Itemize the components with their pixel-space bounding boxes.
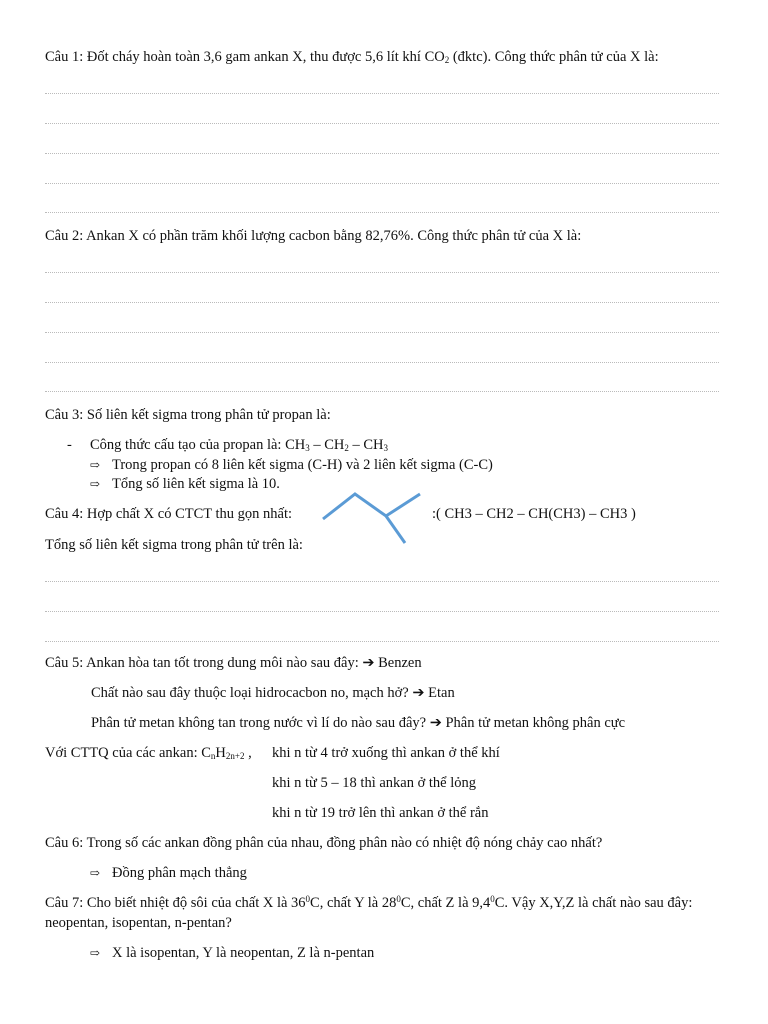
arrow-icon: ➔: [412, 685, 425, 701]
answer-3a: ⇨ Trong propan có 8 liên kết sigma (C-H) và 2 liên kết sigma (C-C): [90, 457, 493, 473]
question-2: Câu 2: Ankan X có phần trăm khối lượng cacbon bằng 82,76%. Công thức phân tử của X là:: [45, 228, 582, 244]
cttq-label: Với CTTQ của các ankan: $C_nH_{2n+2}$ ,: [45, 745, 252, 761]
state-row: khi n từ 5 – 18 thì ankan ở thể lỏng: [272, 775, 477, 791]
question-7: Câu 7: Cho biết nhiệt độ sôi của chất X là $36^0C$, chất Y là $28^0C$, chất Z là $9,4^0C$. Vậy X,Y,Z là chất nào sau đây:: [45, 894, 693, 911]
question-5b: Chất nào sau đây thuộc loại hidrocacbon no, mạch hở? ➔ Etan: [91, 685, 455, 701]
question-5c: Phân tử metan không tan trong nước vì lí do nào sau đây? ➔ Phân tử metan không phân cực: [91, 715, 626, 731]
question-1: Câu 1: Đốt cháy hoàn toàn 3,6 gam ankan X, thu được 5,6 lít khí $CO_2$ (đktc). Công thức phân tử của X là:: [45, 49, 659, 65]
answer-3b: ⇨ Tổng số liên kết sigma là 10.: [90, 476, 280, 492]
bullet-marker: -: [67, 437, 72, 453]
answer-6: ⇨ Đồng phân mạch thẳng: [90, 865, 247, 881]
question-6: Câu 6: Trong số các ankan đồng phân của nhau, đồng phân nào có nhiệt độ nóng chảy cao nhất?: [45, 835, 603, 851]
arrow-icon: ⇨: [90, 866, 101, 880]
state-row: khi n từ 19 trở lên thì ankan ở thể rắn: [272, 805, 489, 821]
arrow-icon: ⇨: [90, 477, 101, 491]
question-5: Câu 5: Ankan hòa tan tốt trong dung môi nào sau đây: ➔ Benzen: [45, 655, 422, 671]
answer-7: ⇨ X là isopentan, Y là neopentan, Z là n-pentan: [90, 945, 375, 961]
arrow-icon: ➔: [362, 655, 375, 671]
arrow-icon: ⇨: [90, 946, 101, 960]
question-3: Câu 3: Số liên kết sigma trong phân tử propan là:: [45, 407, 331, 423]
question-4-sub: Tổng số liên kết sigma trong phân tử trên là:: [45, 537, 303, 553]
state-row: khi n từ 4 trở xuống thì ankan ở thể khí: [272, 745, 500, 761]
answer-line: [45, 611, 719, 612]
condensed-formula: :( CH3 – CH2 – CH(CH3) – CH3 ): [432, 506, 636, 522]
answer-line: [45, 581, 719, 582]
question-7-cont: neopentan, isopentan, n-pentan?: [45, 915, 232, 931]
answer-line: [45, 641, 719, 642]
arrow-icon: ➔: [429, 715, 442, 731]
propan-formula: Công thức cấu tạo của propan là: $CH_3 - CH_2 - CH_3$: [90, 437, 389, 453]
arrow-icon: ⇨: [90, 458, 101, 472]
question-4: Câu 4: Hợp chất X có CTCT thu gọn nhất:: [45, 506, 293, 522]
